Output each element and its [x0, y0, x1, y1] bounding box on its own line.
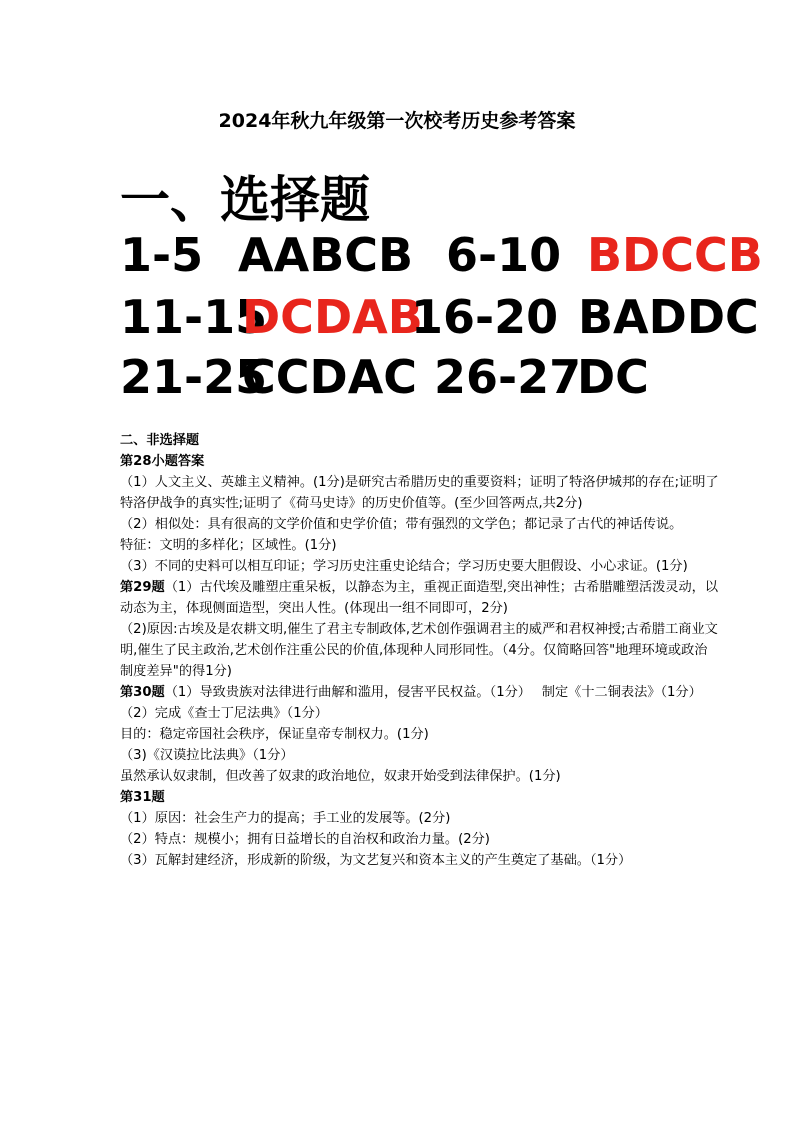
- question-29-heading: 第29题: [120, 580, 165, 595]
- question-30-part-2-purpose: 目的：稳定帝国社会秩序，保证皇帝专制权力。(1分): [120, 727, 429, 742]
- answer-key-highlighted: DCDAB: [242, 290, 423, 344]
- question-28-part-1: （1）人文主义、英雄主义精神。(1分)是研究古希腊历史的重要资料；证明了特洛伊城邦的存在;证明了特洛伊战争的真实性;证明了《荷马史诗》的历史价值等。(至少回答两点,共2分): [120, 475, 719, 511]
- question-30-heading: 第30题: [120, 685, 165, 700]
- question-30-part-3-detail: 虽然承认奴隶制，但改善了奴隶的政治地位，奴隶开始受到法律保护。(1分): [120, 769, 561, 784]
- question-29-part-2: （2)原因:古埃及是农耕文明,催生了君主专制政体,艺术创作强调君主的威严和君权神授;古希腊工商业文明,催生了民主政治,艺术创作注重公民的价值,体现种人同形同性。（4分。仅简略回答"地理环境或政治制度差异"的得1分): [120, 622, 718, 679]
- section-open-questions-heading: 二、非选择题: [120, 433, 200, 448]
- question-30-part-3: （3)《汉谟拉比法典》（1分）: [120, 748, 294, 763]
- section-multiple-choice-heading: 一、选择题: [120, 171, 370, 229]
- question-28-part-3: （3）不同的史料可以相互印证；学习历史注重史论结合；学习历史要大胆假设、小心求证。(1分): [120, 559, 688, 574]
- question-31-part-2: （2）特点：规模小；拥有日益增长的自治权和政治力量。(2分): [120, 832, 490, 847]
- question-28-part-2: （2）相似处：具有很高的文学价值和史学价值；带有强烈的文学色；都记录了古代的神话传说。: [120, 517, 683, 532]
- answer-range-label: 11-15: [120, 290, 268, 344]
- question-31-part-1: （1）原因：社会生产力的提高；手工业的发展等。(2分): [120, 811, 451, 826]
- answer-range-label: 16-20: [411, 290, 559, 344]
- answer-range-label: 1-5: [120, 228, 204, 282]
- document-title: 2024年秋九年级第一次校考历史参考答案: [218, 110, 576, 132]
- question-30-part-1: 第30题（1）导致贵族对法律进行曲解和滥用，侵害平民权益。（1分） 制定《十二铜表法》（1分）: [120, 685, 702, 700]
- answer-range-label: 26-27: [434, 350, 582, 404]
- answer-key: CCDAC: [242, 350, 418, 404]
- open-questions-section: [120, 430, 720, 871]
- answer-key: BADDC: [578, 290, 759, 344]
- answer-key: AABCB: [238, 228, 414, 282]
- question-29-part-1: 第29题（1）古代埃及雕塑庄重呆板，以静态为主，重视正面造型,突出神性；古希腊雕塑活泼灵动，以动态为主，体现侧面造型，突出人性。(体现出一组不同即可，2分): [120, 580, 719, 616]
- question-28-part-2-feature: 特征：文明的多样化；区域性。(1分): [120, 538, 337, 553]
- answer-key-highlighted: BDCCB: [587, 228, 763, 282]
- question-30-part-2: （2）完成《查士丁尼法典》（1分）: [120, 706, 328, 721]
- answer-range-label: 6-10: [446, 228, 562, 282]
- answer-range-label: 21-25: [120, 350, 268, 404]
- question-31-heading: 第31题: [120, 790, 165, 805]
- answer-key: DC: [577, 350, 649, 404]
- question-31-part-3: （3）瓦解封建经济，形成新的阶级，为文艺复兴和资本主义的产生奠定了基础。（1分）: [120, 853, 632, 868]
- question-28-heading: 第28小题答案: [120, 454, 205, 469]
